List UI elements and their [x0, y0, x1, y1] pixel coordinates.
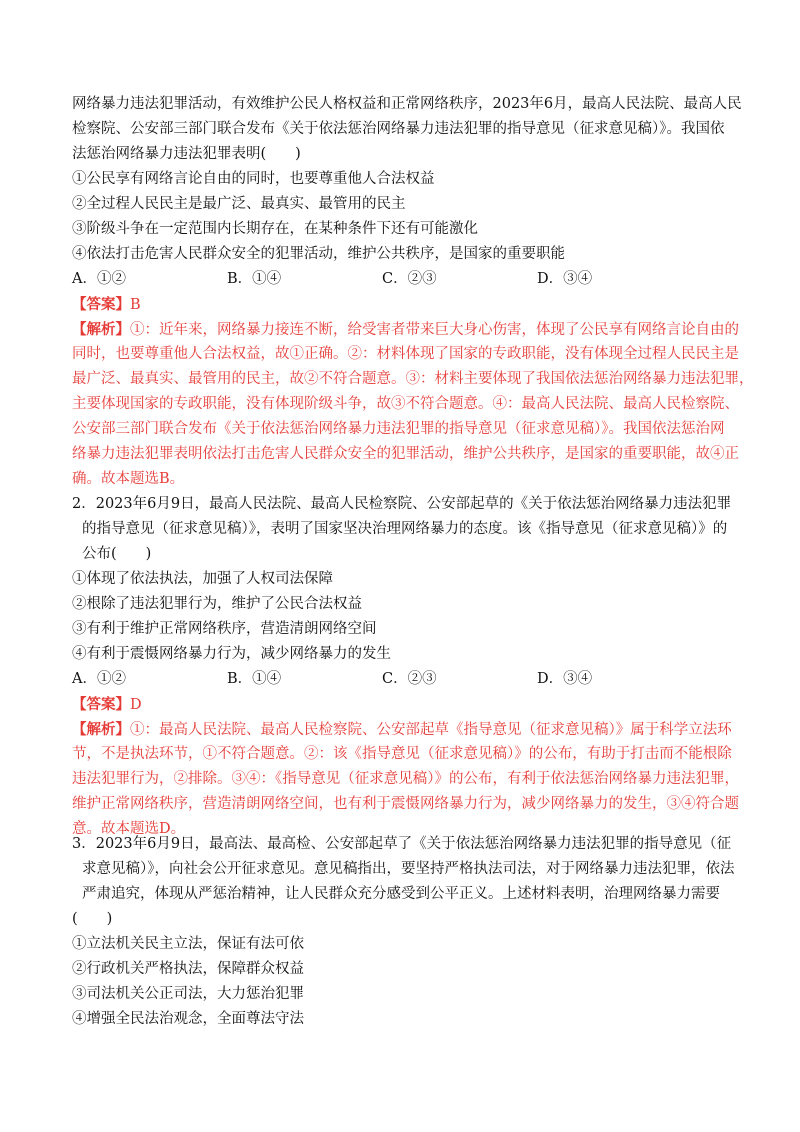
question-1: [72, 92, 754, 492]
q3-statement: ③司法机关公正司法，大力惩治犯罪: [72, 986, 304, 1002]
q1-analysis-tag: 【解析】: [72, 321, 130, 338]
q1-analysis-line: 确。故本题选B。: [72, 471, 185, 487]
q2-option-b: B．①④: [227, 671, 282, 687]
q1-option-a: A．①②: [72, 271, 126, 287]
q1-answer-value: B: [130, 297, 141, 313]
q1-analysis-line: [72, 317, 739, 342]
q1-statement: ③阶级斗争在一定范围内长期存在，在某种条件下还有可能激化: [72, 221, 478, 237]
q1-statement: ④依法打击危害人民群众安全的犯罪活动，维护公共秩序，是国家的重要职能: [72, 246, 565, 262]
q1-answer: [72, 292, 712, 317]
question-3: [72, 832, 735, 1032]
q2-stem-line: 公布( ): [82, 546, 152, 562]
q1-option-d: D．③④: [537, 271, 593, 287]
q1-stem-line: 法惩治网络暴力违法犯罪表明( ): [72, 146, 301, 162]
q3-stem-line: ( ): [72, 911, 113, 927]
q2-analysis-tag: 【解析】: [72, 721, 130, 738]
q1-analysis-line: 络暴力违法犯罪表明依法打击危害人民群众安全的犯罪活动，维护公共秩序，是国家的重要职能，故④正: [72, 446, 739, 462]
q1-answer-tag: 【答案】: [72, 296, 130, 313]
q1-stem-line: 检察院、公安部三部门联合发布《关于依法惩治网络暴力违法犯罪的指导意见（征求意见稿）》。我国依: [72, 121, 725, 137]
q1-stem-line: 网络暴力违法犯罪活动，有效维护公民人格权益和正常网络秩序，2023年6月，最高人民法院、最高人民: [72, 96, 742, 112]
q3-statement: ④增强全民法治观念，全面尊法守法: [72, 1011, 304, 1027]
q2-analysis-line: 维护正常网络秩序，营造清朗网络空间，也有利于震慑网络暴力行为，减少网络暴力的发生，③④符合题: [72, 796, 739, 812]
q2-statement: ①体现了依法执法，加强了人权司法保障: [72, 571, 333, 587]
q2-stem-line: 的指导意见（征求意见稿）》，表明了国家坚决治理网络暴力的态度。该《指导意见（征求意见稿）》的: [82, 521, 728, 537]
q1-option-b: B．①④: [227, 271, 282, 287]
q1-analysis-line: 主要体现国家的专政职能，没有体现阶级斗争，故③不符合题意。④：最高人民法院、最高人民检察院、: [72, 396, 739, 412]
q2-answer-tag: 【答案】: [72, 696, 130, 713]
q2-analysis-line: 意。故本题选D。: [72, 821, 186, 837]
q1-analysis-line: 同时，也要尊重他人合法权益，故①正确。②：材料体现了国家的专政职能，没有体现全过程人民民主是: [72, 346, 739, 362]
question-2: [72, 492, 739, 842]
q1-statement: ①公民享有网络言论自由的同时，也要尊重他人合法权益: [72, 171, 435, 187]
q3-statement: ①立法机关民主立法，保证有法可依: [72, 936, 304, 952]
q1-analysis-line: 公安部三部门联合发布《关于依法惩治网络暴力违法犯罪的指导意见（征求意见稿）》。我国依法惩治网: [72, 421, 725, 437]
q2-options: [72, 667, 712, 692]
q2-answer-value: D: [130, 697, 142, 713]
q2-analysis-line: [72, 717, 732, 742]
q2-analysis-text: ①：最高人民法院、最高人民检察院、公安部起草《指导意见（征求意见稿）》属于科学立法环: [130, 722, 732, 738]
q2-statement: ②根除了违法犯罪行为，维护了公民合法权益: [72, 596, 362, 612]
q2-option-a: A．①②: [72, 671, 126, 687]
q1-options: [72, 267, 712, 292]
q2-option-d: D．③④: [537, 671, 593, 687]
q3-stem-line: 严肃追究，体现从严惩治精神，让人民群众充分感受到公平正义。上述材料表明，治理网络暴力需要: [82, 886, 720, 902]
q2-stem-line: 2．2023年6月9日，最高人民法院、最高人民检察院、公安部起草的《关于依法惩治网络暴力违法犯罪: [72, 496, 732, 512]
q2-statement: ③有利于维护正常网络秩序，营造清朗网络空间: [72, 621, 377, 637]
q3-statement: ②行政机关严格执法，保障群众权益: [72, 961, 304, 977]
q2-statement: ④有利于震慑网络暴力行为，减少网络暴力的发生: [72, 646, 391, 662]
q2-option-c: C．②③: [382, 671, 437, 687]
q1-statement: ②全过程人民民主是最广泛、最真实、最管用的民主: [72, 196, 406, 212]
q1-option-c: C．②③: [382, 271, 437, 287]
q1-analysis-line: 最广泛、最真实、最管用的民主，故②不符合题意。③：材料主要体现了我国依法惩治网络暴力违法犯罪，: [72, 371, 754, 387]
q3-stem-line: 3．2023年6月9日，最高法、最高检、公安部起草了《关于依法惩治网络暴力违法犯罪的指导意见（征: [72, 836, 732, 852]
q1-analysis-text: ①：近年来，网络暴力接连不断，给受害者带来巨大身心伤害，体现了公民享有网络言论自由的: [130, 322, 739, 338]
q2-answer: [72, 692, 712, 717]
q3-stem-line: 求意见稿）》，向社会公开征求意见。意见稿指出，要坚持严格执法司法，对于网络暴力违法犯罪，依法: [82, 861, 735, 877]
q2-analysis-line: 违法犯罪行为，②排除。③④：《指导意见（征求意见稿）》的公布，有利于依法惩治网络暴力违法犯罪，: [72, 771, 739, 787]
q2-analysis-line: 节，不是执法环节，①不符合题意。②：该《指导意见（征求意见稿）》的公布，有助于打击而不能根除: [72, 746, 732, 762]
